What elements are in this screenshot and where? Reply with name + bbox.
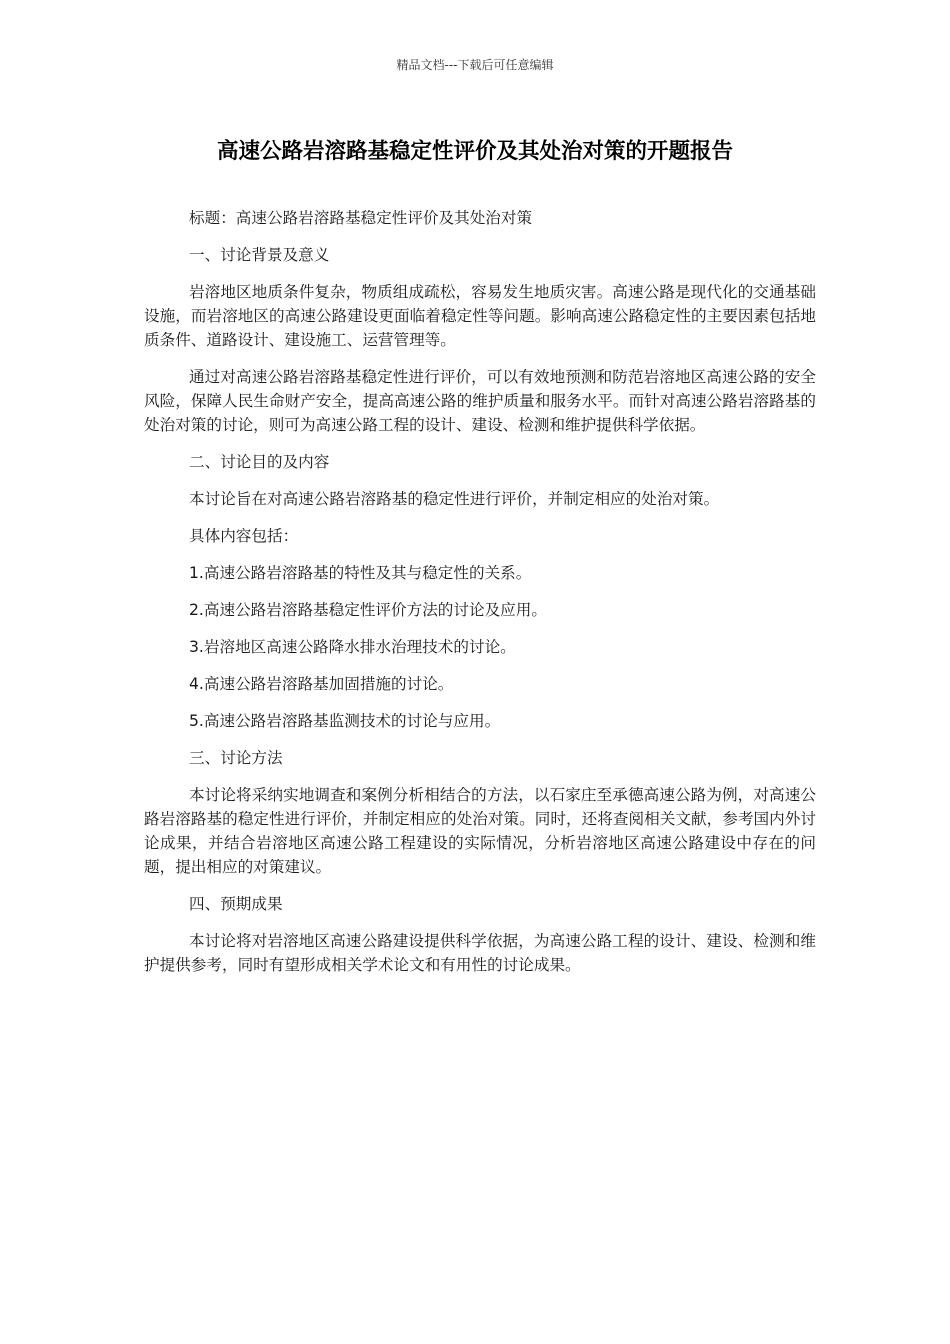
paragraph-outcomes: 本讨论将对岩溶地区高速公路建设提供科学依据，为高速公路工程的设计、建设、检测和维护提供参考，同时有望形成相关学术论文和有用性的讨论成果。 <box>144 932 816 974</box>
paragraph-purpose: 本讨论旨在对高速公路岩溶路基的稳定性进行评价，并制定相应的处治对策。 <box>189 490 720 508</box>
list-item: 3.岩溶地区高速公路降水排水治理技术的讨论。 <box>189 638 516 656</box>
list-item: 1.高速公路岩溶路基的特性及其与稳定性的关系。 <box>189 564 532 582</box>
section-heading-method: 三、讨论方法 <box>189 749 283 767</box>
list-intro: 具体内容包括： <box>189 527 299 545</box>
document-body <box>144 206 816 990</box>
list-item: 5.高速公路岩溶路基监测技术的讨论与应用。 <box>189 712 501 730</box>
paragraph-method: 本讨论将采纳实地调查和案例分析相结合的方法，以石家庄至承德高速公路为例，对高速公路岩溶路基的稳定性进行评价，并制定相应的处治对策。同时，还将查阅相关文献，参考国内外讨论成果，并结合岩溶地区高速公路工程建设的实际情况，分析岩溶地区高速公路建设中存在的问题，提出相应的对策建议。 <box>144 786 816 876</box>
document-title: 高速公路岩溶路基稳定性评价及其处治对策的开题报告 <box>216 139 733 164</box>
section-heading-outcomes: 四、预期成果 <box>189 895 283 913</box>
paragraph-background-1: 岩溶地区地质条件复杂，物质组成疏松，容易发生地质灾害。高速公路是现代化的交通基础设施，而岩溶地区的高速公路建设更面临着稳定性等问题。影响高速公路稳定性的主要因素包括地质条件、道路设计、建设施工、运营管理等。 <box>144 283 816 349</box>
list-item: 2.高速公路岩溶路基稳定性评价方法的讨论及应用。 <box>189 601 547 619</box>
page-header: 精品文档---下载后可任意编辑 <box>396 58 554 72</box>
subject-line: 标题：高速公路岩溶路基稳定性评价及其处治对策 <box>189 209 533 227</box>
section-heading-background: 一、讨论背景及意义 <box>189 246 330 264</box>
paragraph-background-2: 通过对高速公路岩溶路基稳定性进行评价，可以有效地预测和防范岩溶地区高速公路的安全风险，保障人民生命财产安全，提高高速公路的维护质量和服务水平。而针对高速公路岩溶路基的处治对策的讨论，则可为高速公路工程的设计、建设、检测和维护提供科学依据。 <box>144 368 816 434</box>
list-item: 4.高速公路岩溶路基加固措施的讨论。 <box>189 675 454 693</box>
section-heading-purpose: 二、讨论目的及内容 <box>189 453 330 471</box>
